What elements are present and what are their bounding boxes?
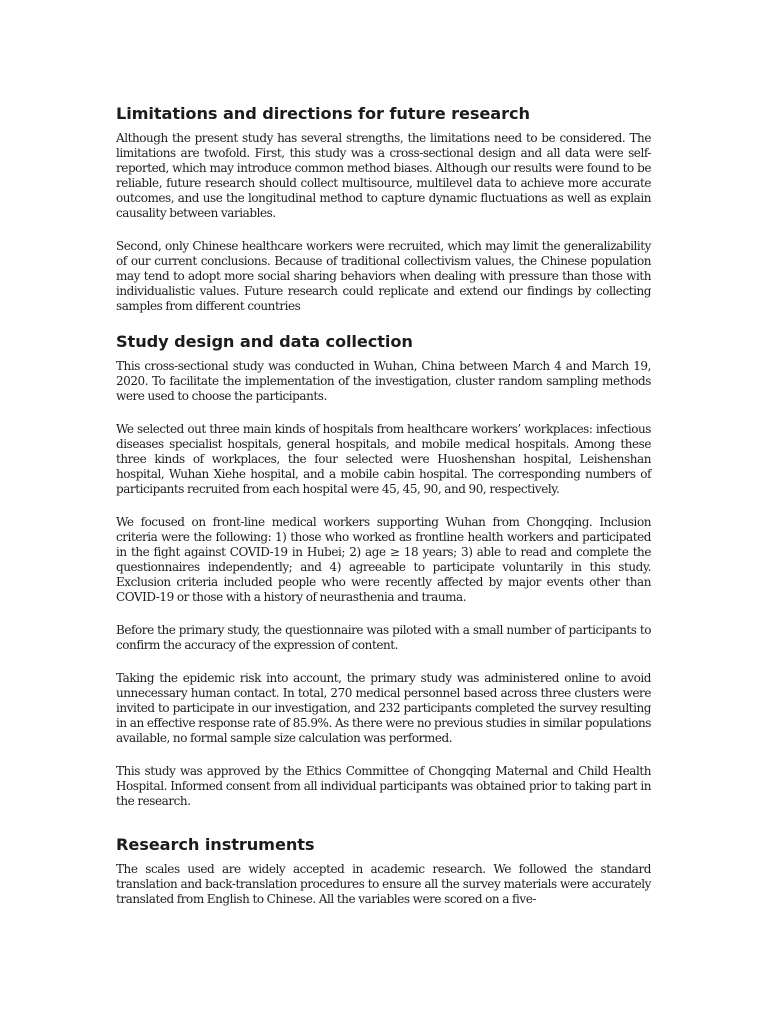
section-heading: Limitations and directions for future research (116, 104, 530, 123)
section-heading: Study design and data collection (116, 332, 413, 351)
paragraph: Taking the epidemic risk into account, the primary study was administered online to avoid unnecessary human contact. In total, 270 medical personnel based across three clusters were invited to participate in our investigation, and 232 participants completed the survey resulting in an effective response rate of 85.9%. As there were no previous studies in similar populations available, no formal sample size calculation was performed. (116, 671, 651, 745)
section-research-instruments (116, 835, 651, 907)
paragraph: We selected out three main kinds of hospitals from healthcare workers’ workplaces: infectious diseases specialist hospitals, general hospitals, and mobile medical hospitals. Among these three kinds of workplaces, the four selected were Huoshenshan hospital, Leishenshan hospital, Wuhan Xiehe hospital, and a mobile cabin hospital. The corresponding numbers of participants recruited from each hospital were 45, 45, 90, and 90, respectively. (116, 422, 651, 496)
paragraph: We focused on front-line medical workers supporting Wuhan from Chongqing. Inclusion criteria were the following: 1) those who worked as frontline health workers and participated in the fight against COVID-19 in Hubei; 2) age ≥ 18 years; 3) able to read and complete the questionnaires independently; and 4) agreeable to participate voluntarily in this study. Exclusion criteria included people who were recently affected by major events other than COVID-19 or those with a history of neurasthenia and trauma. (116, 515, 651, 604)
paragraph: The scales used are widely accepted in academic research. We followed the standard translation and back-translation procedures to ensure all the survey materials were accurately translated from English to Chinese. All the variables were scored on a five- (116, 862, 651, 906)
section-study-design (116, 332, 651, 809)
paragraph: Second, only Chinese healthcare workers were recruited, which may limit the generalizability of our current conclusions. Because of traditional collectivism values, the Chinese population may tend to adopt more social sharing behaviors when dealing with pressure than those with individualistic values. Future research could replicate and extend our findings by collecting samples from different countries (116, 239, 651, 313)
paragraph: This study was approved by the Ethics Committee of Chongqing Maternal and Child Health Hospital. Informed consent from all individual participants was obtained prior to taking part in the research. (116, 764, 651, 808)
paragraph: Although the present study has several strengths, the limitations need to be considered. The limitations are twofold. First, this study was a cross-sectional design and all data were self-reported, which may introduce common method biases. Although our results were found to be reliable, future research should collect multisource, multilevel data to achieve more accurate outcomes, and use the longitudinal method to capture dynamic fluctuations as well as explain causality between variables. (116, 131, 651, 220)
section-heading: Research instruments (116, 835, 315, 854)
paragraph: Before the primary study, the questionnaire was piloted with a small number of participants to confirm the accuracy of the expression of content. (116, 623, 651, 652)
section-limitations (116, 104, 651, 314)
paragraph: This cross-sectional study was conducted in Wuhan, China between March 4 and March 19, 2020. To facilitate the implementation of the investigation, cluster random sampling methods were used to choose the participants. (116, 359, 651, 403)
document-page (116, 104, 651, 925)
